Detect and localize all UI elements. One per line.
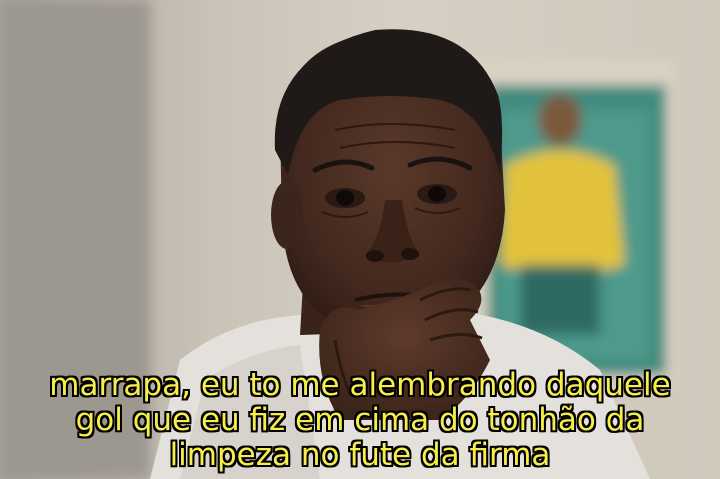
- caption-line-2: gol que eu fiz em cima do tonhão da: [75, 402, 645, 438]
- caption-line-1: marrapa, eu to me alembrando daquele: [49, 367, 671, 403]
- caption-line-3: limpeza no fute da firma: [169, 437, 551, 473]
- meme-caption: [0, 368, 720, 473]
